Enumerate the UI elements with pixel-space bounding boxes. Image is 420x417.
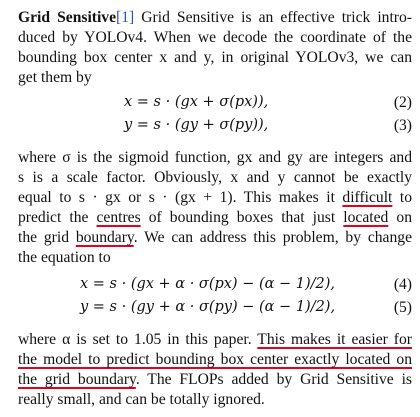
text-span: to bbox=[392, 189, 413, 206]
equation-body: x = s · (gx + α · σ(px) − (α − 1)/2), bbox=[80, 276, 336, 292]
equation-body: x = s · (gx + σ(px)), bbox=[124, 94, 269, 110]
highlight-underline: centres bbox=[96, 209, 141, 226]
text-line bbox=[18, 370, 412, 390]
equation-body: y = s · (gy + α · σ(py) − (α − 1)/2), bbox=[80, 299, 336, 315]
equation-number: (2) bbox=[393, 94, 412, 111]
text-line bbox=[18, 330, 412, 350]
text-span: . We can address this problem, by change bbox=[133, 229, 412, 246]
text-span: . The FLOPs added by Grid Sensitive is bbox=[135, 371, 412, 388]
highlight-underline: located bbox=[343, 209, 389, 226]
text-line bbox=[18, 188, 412, 208]
equation-number: (4) bbox=[393, 276, 412, 293]
equation-2 bbox=[18, 94, 412, 117]
equation-5 bbox=[18, 299, 412, 322]
text-line: really small, and can be totally ignored. bbox=[18, 391, 265, 408]
text-line: s is a scale factor. Obviously, x and y cannot be exactly bbox=[18, 169, 412, 186]
paper-page bbox=[18, 8, 412, 410]
conclusion-paragraph bbox=[18, 330, 412, 410]
text-line bbox=[18, 8, 412, 28]
highlight-underline: boundary bbox=[75, 229, 134, 246]
equation-body: y = s · (gy + σ(py)), bbox=[124, 117, 269, 133]
highlight-underline: the grid boundary bbox=[18, 371, 136, 388]
equation-number: (5) bbox=[393, 299, 412, 316]
text-span: of bounding boxes that just bbox=[140, 209, 344, 226]
text-line: where σ is the sigmoid function, gx and gy are integers and bbox=[18, 149, 412, 166]
text-span: the grid bbox=[18, 229, 76, 246]
highlight-underline: the model to predict bounding box center exactly located on bbox=[18, 351, 412, 368]
equation-number: (3) bbox=[393, 117, 412, 134]
text-line: the equation to bbox=[18, 249, 111, 266]
text-line bbox=[18, 228, 412, 248]
equation-4 bbox=[18, 276, 412, 299]
text-span: on bbox=[388, 209, 412, 226]
text-span: Grid Sensitive is an effective trick intro- bbox=[134, 9, 412, 26]
text-line bbox=[18, 208, 412, 228]
intro-paragraph bbox=[18, 8, 412, 88]
citation-link[interactable]: [1] bbox=[116, 9, 135, 26]
explanation-paragraph bbox=[18, 148, 412, 268]
text-span: predict the bbox=[18, 209, 97, 226]
text-span: where α is set to 1.05 in this paper. bbox=[18, 331, 258, 348]
text-line: bounding box center x and y, in original YOLOv3, we can bbox=[18, 49, 412, 66]
equation-3 bbox=[18, 117, 412, 140]
text-line: duced by YOLOv4. When we decode the coordinate of the bbox=[18, 29, 412, 46]
text-line: get them by bbox=[18, 69, 92, 86]
section-heading: Grid Sensitive bbox=[18, 9, 117, 26]
text-span: equal to s · gx or s · (gx + 1). This makes it bbox=[18, 189, 343, 206]
highlight-underline: difficult bbox=[342, 189, 393, 206]
text-line bbox=[18, 350, 412, 370]
highlight-underline: This makes it easier for bbox=[257, 331, 412, 348]
